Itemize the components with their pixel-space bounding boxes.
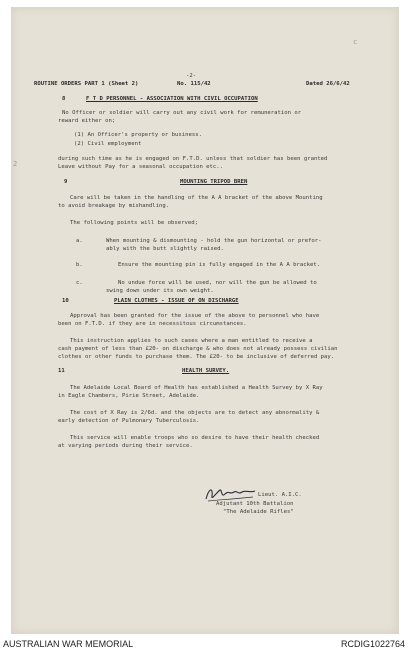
section-8-number: 8 bbox=[62, 96, 66, 102]
section-10-para-line: been on F.T.D. if they are in necessitous circumstances. bbox=[58, 321, 247, 327]
section-11-para-line: early detection of Pulmonary Tuberculosis. bbox=[58, 418, 200, 424]
section-10-para-line: cash payment of less than £20- on discharge & who does not already possess civilian bbox=[58, 346, 338, 352]
section-8-para-line: reward either on; bbox=[58, 118, 116, 124]
signature-rank: Lieut. A.I.C. bbox=[258, 492, 302, 498]
section-11-heading: HEALTH SURVEY. bbox=[182, 368, 230, 374]
section-9-item-text: No undue force will be used, nor will the gun be allowed to bbox=[118, 280, 317, 286]
section-8-item: (1) An Officer's property or business. bbox=[74, 132, 202, 138]
section-10-para-line: clothes or other funds to purchase them. The £20- to be inclusive of deferred pay. bbox=[58, 354, 335, 360]
section-9-item-label: a. bbox=[76, 238, 83, 244]
section-8-para-line: during such time as he is engaged on F.T.D. unless that soldier has been granted bbox=[58, 156, 328, 162]
section-9-item-text: swing down under its own weight. bbox=[106, 288, 214, 294]
section-11-para-line: This service will enable troops who so desire to have their health checked bbox=[70, 435, 320, 441]
orders-number: No. 115/42 bbox=[177, 81, 211, 87]
pencil-mark-top: c bbox=[353, 38, 358, 46]
section-9-item-label: c. bbox=[76, 280, 83, 286]
section-8-para-line: No Officer or soldier will carry out any civil work for remuneration or bbox=[62, 110, 302, 116]
section-9-para-line: Care will be taken in the handling of the A A bracket of the above Mounting bbox=[70, 195, 323, 201]
section-8-para-line: Leave without Pay for a seasonal occupation etc.. bbox=[58, 164, 224, 170]
page-number: -2- bbox=[186, 73, 197, 79]
section-9-item-text: Ensure the mounting pin is fully engaged in the A A bracket. bbox=[118, 262, 321, 268]
section-10-para-line: Approval has been granted for the issue of the above to personnel who have bbox=[70, 313, 320, 319]
section-9-para-line: to avoid breakage by mishandling. bbox=[58, 203, 170, 209]
section-10-number: 10 bbox=[62, 298, 69, 304]
section-9-item-text: When mounting & dismounting - hold the gun horizontal or prefor- bbox=[106, 238, 322, 244]
section-11-para-line: in Eagle Chambers, Pirie Street, Adelaide. bbox=[58, 393, 200, 399]
section-9-heading: MOUNTING TRIPOD BREN bbox=[180, 179, 248, 185]
section-11-para-line: at varying periods during their service. bbox=[58, 443, 193, 449]
orders-date: Dated 26/6/42 bbox=[306, 81, 350, 87]
signature-unit: "The Adelaide Rifles" bbox=[223, 509, 294, 515]
orders-title: ROUTINE ORDERS PART 1 (Sheet 2) bbox=[34, 81, 139, 87]
section-8-item: (2) Civil employment bbox=[74, 141, 142, 147]
section-10-para-line: This instruction applies to such cases where a man entitled to receive a bbox=[70, 338, 313, 344]
section-11-para-line: The cost of X Ray is 2/6d. and the objects are to detect any abnormality & bbox=[70, 410, 320, 416]
section-9-item-label: b. bbox=[76, 262, 83, 268]
archive-footer bbox=[0, 635, 409, 653]
section-11-number: 11 bbox=[58, 368, 65, 374]
section-10-heading: PLAIN CLOTHES - ISSUE OF ON DISCHARGE bbox=[114, 298, 239, 304]
section-9-item-text: ably with the butt slightly raised. bbox=[106, 246, 224, 252]
section-9-number: 9 bbox=[64, 179, 68, 185]
pencil-mark-left: 2 bbox=[13, 160, 18, 168]
archive-reference: RCDIG1022764 bbox=[340, 639, 405, 649]
section-9-para-line: The following points will be observed; bbox=[70, 220, 198, 226]
section-11-para-line: The Adelaide Local Board of Health has established a Health Survey by X Ray bbox=[70, 385, 323, 391]
signature-title: Adjutant 10th Battalion bbox=[216, 501, 294, 507]
section-8-heading: F T D PERSONNEL - ASSOCIATION WITH CIVIL OCCUPATION bbox=[86, 96, 258, 102]
archive-name: AUSTRALIAN WAR MEMORIAL bbox=[3, 639, 134, 649]
